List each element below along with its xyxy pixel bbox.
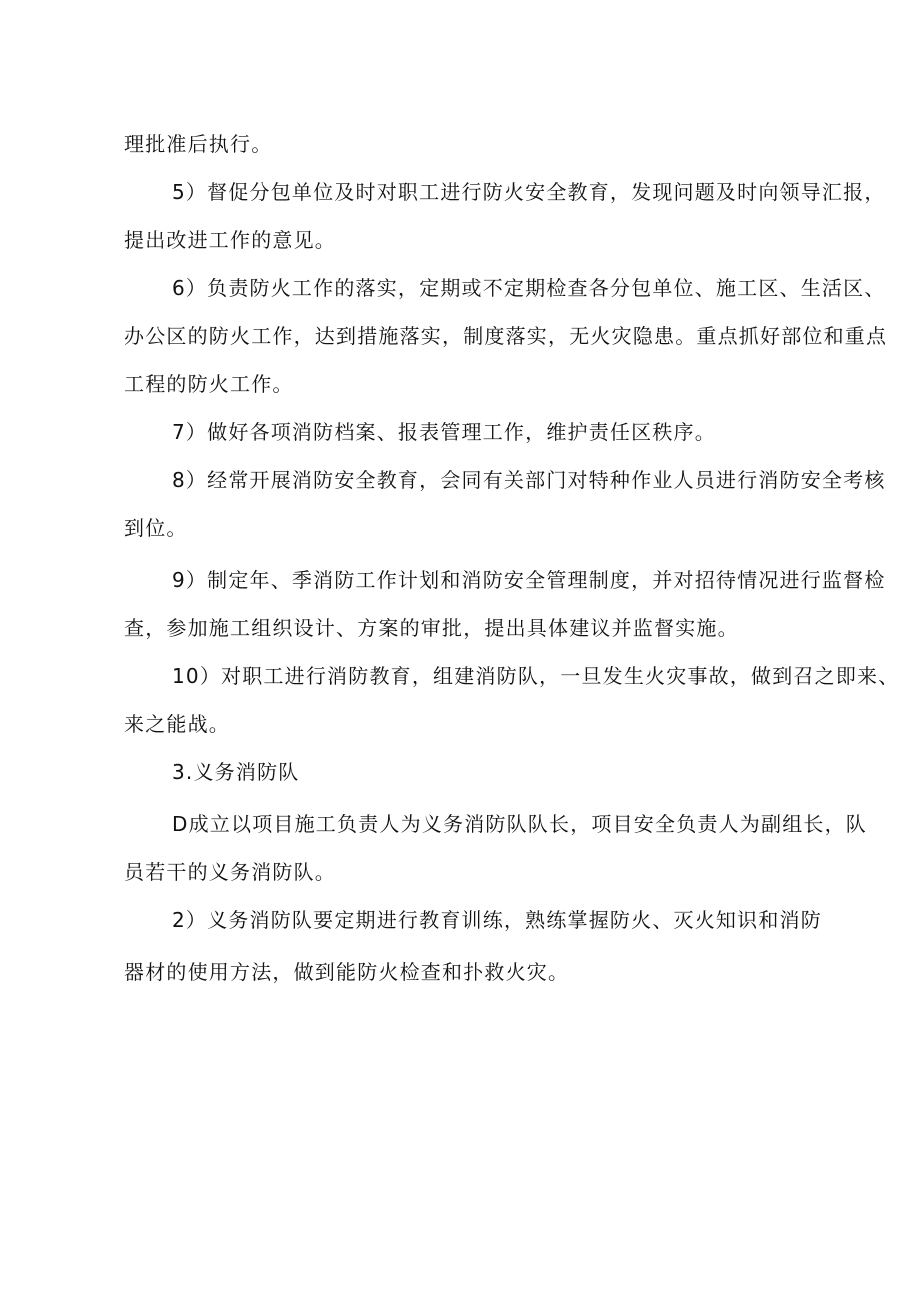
text-line-item-9: 9）制定年、季消防工作计划和消防安全管理制度，并对招待情况进行监督检 bbox=[172, 568, 886, 592]
text-line-item-7: 7）做好各项消防档案、报表管理工作，维护责任区秩序。 bbox=[172, 420, 716, 444]
text-line: 查，参加施工组织设计、方案的审批，提出具体建议并监督实施。 bbox=[124, 616, 739, 640]
text-line-item-10: 10）对职工进行消防教育，组建消防队，一旦发生火灾事故，做到召之即来、 bbox=[172, 664, 900, 688]
text-line: 理批准后执行。 bbox=[124, 132, 273, 156]
text-line-item-8: 8）经常开展消防安全教育，会同有关部门对特种作业人员进行消防安全考核 bbox=[172, 468, 886, 492]
text-line: 办公区的防火工作，达到措施落实，制度落实，无火灾隐患。重点抓好部位和重点 bbox=[124, 324, 888, 348]
section-heading: 3.义务消防队 bbox=[172, 760, 300, 784]
text-line: 工程的防火工作。 bbox=[124, 372, 294, 396]
text-line-item-6: 6）负责防火工作的落实，定期或不定期检查各分包单位、施工区、生活区、 bbox=[172, 276, 886, 300]
text-line: 来之能战。 bbox=[124, 712, 230, 736]
text-line-item-1: D成立以项目施工负责人为义务消防队队长，项目安全负责人为副组长，队 bbox=[172, 812, 867, 836]
text-line: 到位。 bbox=[124, 516, 188, 540]
text-line-item-2: 2）义务消防队要定期进行教育训练，熟练掌握防火、灭火知识和消防 bbox=[172, 908, 822, 932]
text-line: 器材的使用方法，做到能防火检查和扑救火灾。 bbox=[124, 960, 570, 984]
text-line: 员若干的义务消防队。 bbox=[124, 860, 336, 884]
text-line-item-5: 5）督促分包单位及时对职工进行防火安全教育，发现问题及时向领导汇报， bbox=[172, 180, 886, 204]
text-line: 提出改进工作的意见。 bbox=[124, 228, 336, 252]
